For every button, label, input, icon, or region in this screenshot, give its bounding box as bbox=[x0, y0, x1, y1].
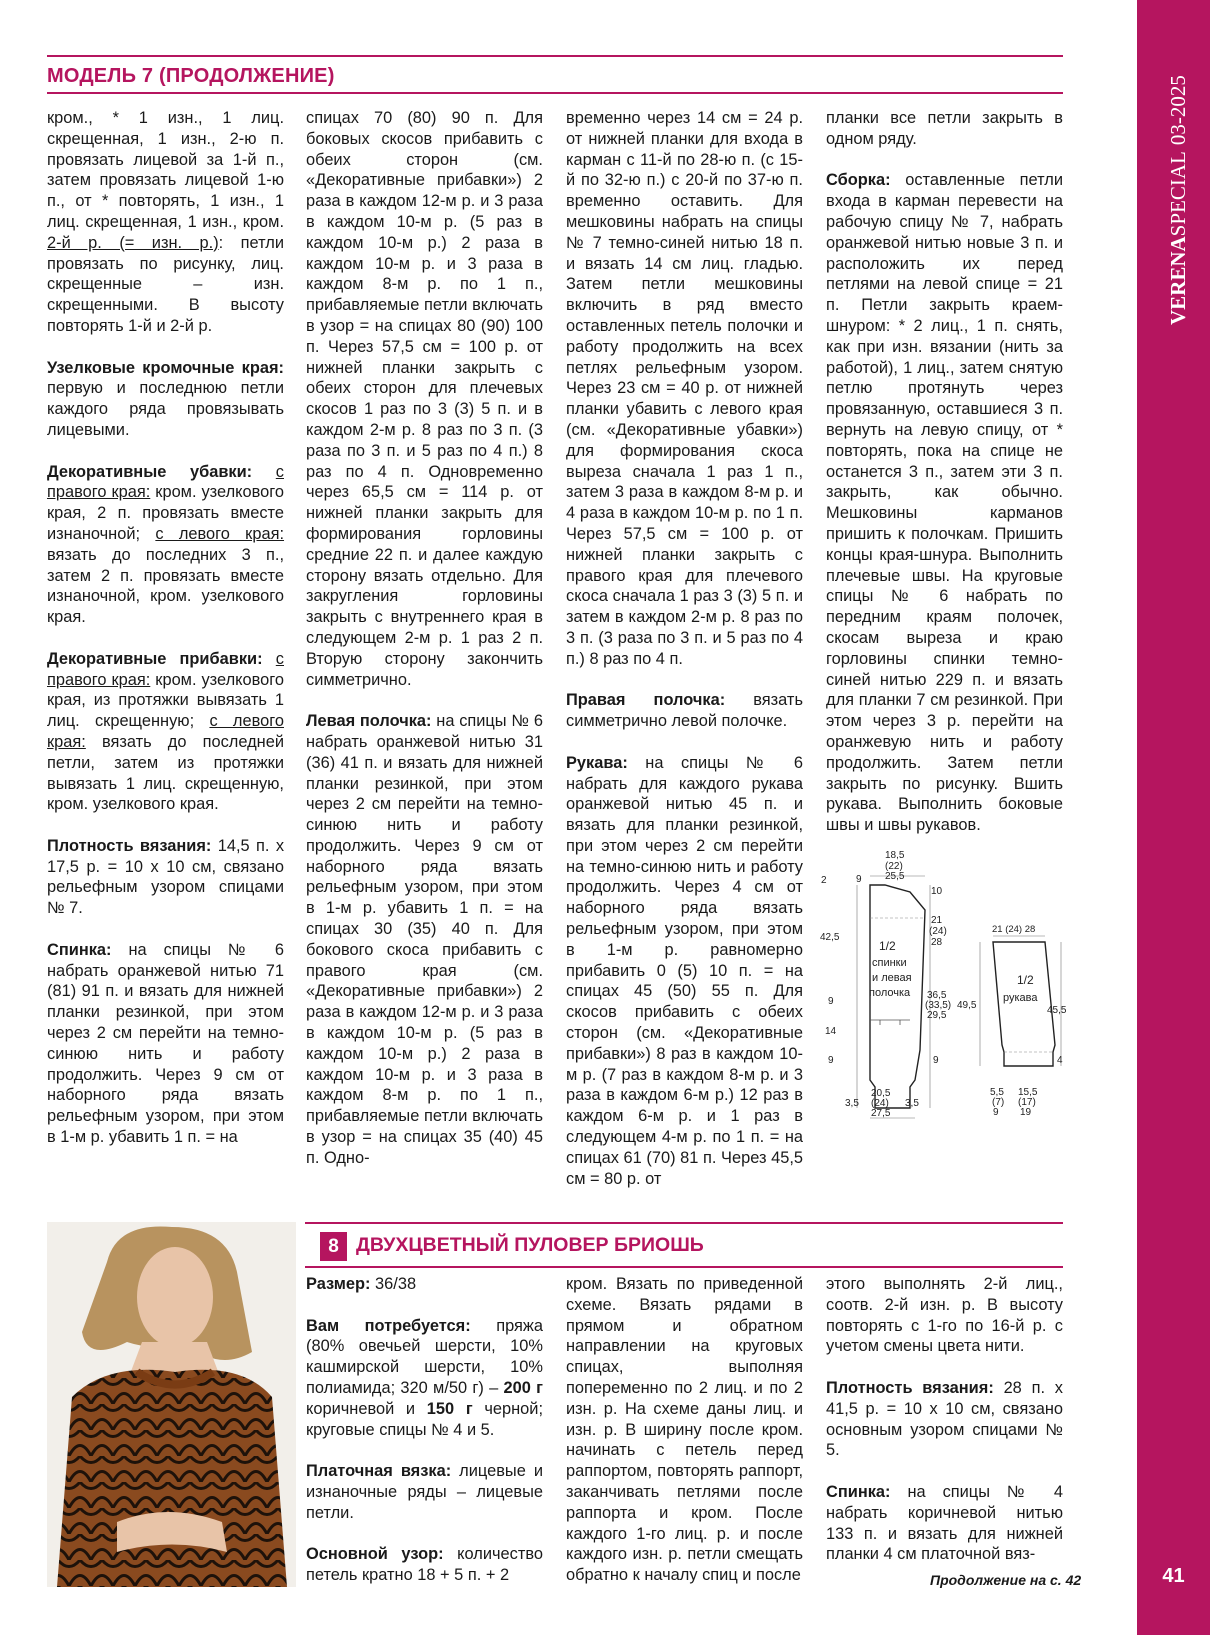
text-column-2: спицах 70 (80) 90 п. Для боковых скосов прибавить с обеих сторон (см. «Декоративные прибавки») 2 раза в каждом 12-м р. и 3 раза в каждом 10-м р. (5 раз в каждом 10-м р.) 2 раза в каждом 10-м р. и 3 раза в каждом 8-м р. по 1 п., прибавляемые петли включать в узор = на спицах 80 (90) 100 п. Через 57,5 см = 100 р. от нижней планки закрыть с обеих сторон для плечевых скосов 1 раз по 3 (3) 5 п. и в каждом 2-м р. 8 раз по 3 п. (3 раза по 3 п. и 5 раз по 4 п.) 8 раз по 4 п. Одновременно через 65,5 см = 114 р. от нижней планки закрыть для формирования горловины средние 22 п. и далее каждую сторону вязать отдельно. Для закругления горловины закрыть с внутреннего края в следующем 2-м р. 1 раз 2 п. Вторую сторону закончить симметрично. Левая полочка: на спицы № 6 набрать оранжевой нитью 31 (36) 41 п. и вязать для нижней планки резинкой, при этом через 2 см перейти на темно-синюю нить и работу продолжить. Через 9 см от наборного ряда вязать рельефным узором, при этом в 1-м р. убавить 1 п. = на спицах 30 (35) 40 п. Для бокового скоса прибавить с правого края (см. «Декоративные прибавки») 2 раза в каждом 12-м р. и 3 раза в каждом 10-м р. (5 раз в каждом 10-м р.) 2 раза в каждом 10-м р. и 3 раза в каждом 8-м р. по 1 п., прибавляемые петли включать в узор = на спицах 35 (40) 45 п. Одно- bbox=[306, 109, 543, 1167]
svg-text:спинки: спинки bbox=[872, 957, 907, 969]
svg-text:9: 9 bbox=[828, 1055, 834, 1066]
svg-text:(24): (24) bbox=[929, 926, 947, 937]
svg-text:и левая: и левая bbox=[872, 972, 912, 984]
text-column-4: планки все петли закрыть в одном ряду. Сборка: оставленные петли входа в карман перевести на рабочую спицу № 7, набрать оранжевой нитью новые 3 п. и расположить их перед петлями на левой спице = 21 п. Петли закрыть краем-шнуром: * 2 лиц., 1 п. снять, как при изн. вязании (нить за работой), 1 лиц., затем снятую петлю протянуть через провязанную, оставшиеся 3 п. вернуть на левую спицу, от * повторять, пока на спице не останется 3 п., затем эти 3 п. закрыть, как обычно. Мешковины карманов пришить к полочкам. Пришить концы края-шнура. Выполнить плечевые швы. На круговые спицы № 6 набрать по передним краям полочек, скосам выреза и краю горловины спинки темно-синей нитью 229 п. и вязать для планки 7 см резинкой. При этом через 3 р. перейти на оранжевую нить и работу продолжить. Затем петли закрыть по рисунку. Вшить рукава. Выполнить боковые швы и швы рукавов. bbox=[826, 109, 1063, 835]
svg-text:9: 9 bbox=[856, 874, 862, 885]
section8-number-badge: 8 bbox=[320, 1232, 347, 1261]
svg-text:20,5: 20,5 bbox=[871, 1088, 891, 1099]
text-column-1: кром., * 1 изн., 1 лиц. скрещенная, 1 изн., 2-ю п. провязать лицевой за 1-й п., затем провязать лицевой 1-ю п., от * повторять, 1 изн., 1 лиц. скрещенная, 1 изн., кром. 2-й р. (= изн. р.): петли провязать по рисунку, лиц. скрещенные – изн. скрещенными. В высоту повторять 1-й и 2-й р. Узелковые кромочные края: первую и последнюю петли каждого ряда провязывать лицевыми. Декоративные убавки: с правого края: кром. узелкового края, 2 п. провязать вместе изнаночной; с левого края: вязать до последних 3 п., затем 2 п. провязать вместе изнаночной, кром. узелкового края. Декоративные прибавки: с правого края: кром. узелкового края, из протяжки вывязать 1 лиц. скрещенную; с левого края: вязать до последней петли, затем из протяжки вывязать 1 лиц. скрещенную, кром. узелкового края. Плотность вязания: 14,5 п. х 17,5 р. = 10 х 10 см, связано рельефным узором спицами № 7. Спинка: на спицы № 6 набрать оранжевой нитью 71 (81) 91 п. и вязать для нижней планки резинкой, при этом через 2 см перейти на темно-синюю нить и работу продолжить. Через 9 см от наборного ряда вязать рельефным узором, при этом в 1-м р. убавить 1 п. = на bbox=[47, 109, 285, 1147]
svg-text:21: 21 bbox=[931, 915, 943, 926]
svg-text:42,5: 42,5 bbox=[820, 932, 840, 943]
pattern-diagram bbox=[820, 850, 1125, 1170]
brand-name-bold: VERENA bbox=[1166, 236, 1190, 325]
svg-text:3,5: 3,5 bbox=[845, 1098, 859, 1109]
svg-text:36,5: 36,5 bbox=[927, 990, 947, 1001]
svg-text:(33,5): (33,5) bbox=[925, 1000, 952, 1011]
section8-rule-bottom bbox=[305, 1266, 1063, 1268]
section-title: МОДЕЛЬ 7 (ПРОДОЛЖЕНИЕ) bbox=[47, 65, 335, 87]
svg-text:(22): (22) bbox=[885, 861, 903, 872]
header-rule-top bbox=[47, 55, 1063, 57]
svg-text:9: 9 bbox=[993, 1107, 999, 1118]
svg-text:9: 9 bbox=[933, 1055, 939, 1066]
svg-text:29,5: 29,5 bbox=[927, 1010, 947, 1021]
svg-text:полочка: полочка bbox=[869, 987, 911, 999]
svg-text:10: 10 bbox=[931, 886, 943, 897]
svg-text:9: 9 bbox=[828, 996, 834, 1007]
svg-text:28: 28 bbox=[931, 937, 943, 948]
section8-title: ДВУХЦВЕТНЫЙ ПУЛОВЕР БРИОШЬ bbox=[356, 1234, 704, 1256]
svg-text:21 (24) 28: 21 (24) 28 bbox=[992, 924, 1036, 935]
magazine-brand bbox=[1157, 50, 1197, 330]
svg-text:45,5: 45,5 bbox=[1047, 1005, 1067, 1016]
sleeve-outline bbox=[993, 942, 1055, 1066]
svg-text:рукава: рукава bbox=[1003, 992, 1038, 1004]
brand-name-light: SPECIAL bbox=[1166, 151, 1190, 237]
svg-text:49,5: 49,5 bbox=[957, 1000, 977, 1011]
svg-text:25,5: 25,5 bbox=[885, 871, 905, 882]
svg-text:14: 14 bbox=[825, 1026, 837, 1037]
text-column-7: этого выполнять 2-й лиц., соотв. 2-й изн. р. В высоту повторять с 1-го по 16-й р. с учетом смены цвета нити. Плотность вязания: 28 п. х 41,5 р. = 10 х 10 см, связано основным узором спицами № 5. Спинка: на спицы № 4 набрать коричневой нитью 133 п. и вязать для нижней планки 4 см платочной вяз- bbox=[826, 1275, 1063, 1564]
text-column-6: кром. Вязать по приведенной схеме. Вязать рядами в прямом и обратном направлении на круговых спицах, выполняя попеременно по 2 лиц. и по 2 изн. р. На схеме даны лиц. и изн. р. В ширину после кром. начинать с петель перед раппортом, повторять раппорт, заканчивать петлями после раппорта и кром. После каждого 1-го лиц. р. и после каждого изн. р. петли смещать обратно к началу спиц и после bbox=[566, 1275, 803, 1585]
svg-text:(24): (24) bbox=[871, 1098, 889, 1109]
svg-text:VERENASPECIAL03-2025 bbox=[1166, 75, 1190, 325]
svg-text:19: 19 bbox=[1020, 1107, 1032, 1118]
header-rule-bottom bbox=[47, 92, 1063, 94]
section8-rule-top bbox=[305, 1222, 1063, 1224]
svg-text:(7): (7) bbox=[992, 1097, 1005, 1108]
text-column-5: Размер: 36/38 Вам потребуется: пряжа (80% овечьей шерсти, 10% кашмирской шерсти, 10% полиамида; 320 м/50 г) – 200 г коричневой и 150 г черной; круговые спицы № 4 и 5. Платочная вязка: лицевые и изнаночные ряды – лицевые петли. Основной узор: количество петель кратно 18 + 5 п. + 2 bbox=[306, 1275, 543, 1585]
svg-text:3,5: 3,5 bbox=[905, 1098, 919, 1109]
svg-text:4: 4 bbox=[1057, 1055, 1063, 1066]
svg-text:2: 2 bbox=[821, 875, 827, 886]
continuation-note: Продолжение на с. 42 bbox=[930, 1572, 1082, 1588]
svg-text:1/2: 1/2 bbox=[879, 939, 896, 953]
svg-text:1/2: 1/2 bbox=[1017, 973, 1034, 987]
brand-issue: 03-2025 bbox=[1166, 75, 1190, 146]
svg-text:(17): (17) bbox=[1018, 1097, 1036, 1108]
text-column-3: временно через 14 см = 24 р. от нижней планки для входа в карман с 11-й по 28-ю п. (с 15-й по 32-ю п.) с 20-й по 37-ю п. временно оставить. Для мешковины набрать на спицы № 7 темно-синей нитью 18 п. и вязать 14 см лиц. гладью. Затем петли мешковины включить в ряд вместо оставленных петель полочки и работу продолжить на всех петлях рельефным узором. Через 23 см = 40 р. от нижней планки убавить с левого края (см. «Декоративные убавки») для формирования скоса выреза сначала 1 раз 1 п., затем 3 раза в каждом 8-м р. и 4 раза в каждом 10-м р. по 1 п. Через 57,5 см = 100 р. от нижней планки закрыть с правого края для плечевого скоса сначала 1 раз 3 (3) 5 п. и затем в каждом 2-м р. 8 раз по 3 п. (3 раза по 3 п. и 5 раз по 4 п.) 8 раз по 4 п. Правая полочка: вязать симметрично левой полочке. Рукава: на спицы № 6 набрать для каждого рукава оранжевой нитью 45 п. и вязать для планки резинкой, при этом через 2 см перейти на темно-синюю нить и работу продолжить. Через 4 см от наборного ряда вязать рельефным узором, при этом в 1-м р. равномерно прибавить 0 (5) 10 п. = на спицах 45 (50) 55 п. Для скосов прибавить с обеих сторон (см. «Декоративные прибавки») 8 раз в каждом 10-м р. (7 раз в каждом 8-м р. и 3 раза в каждом 6-м р.) 12 раз в каждом 6-м р. и 1 раз в следующем 4-м р. по 1 п. = на спицах 61 (70) 81 п. Через 45,5 см = 80 р. от bbox=[566, 109, 803, 1188]
model-photo bbox=[47, 1222, 296, 1587]
svg-text:27,5: 27,5 bbox=[871, 1108, 891, 1119]
svg-text:5,5: 5,5 bbox=[990, 1087, 1004, 1098]
svg-text:18,5: 18,5 bbox=[885, 850, 905, 861]
page-number: 41 bbox=[1162, 1565, 1185, 1587]
svg-text:15,5: 15,5 bbox=[1018, 1087, 1038, 1098]
